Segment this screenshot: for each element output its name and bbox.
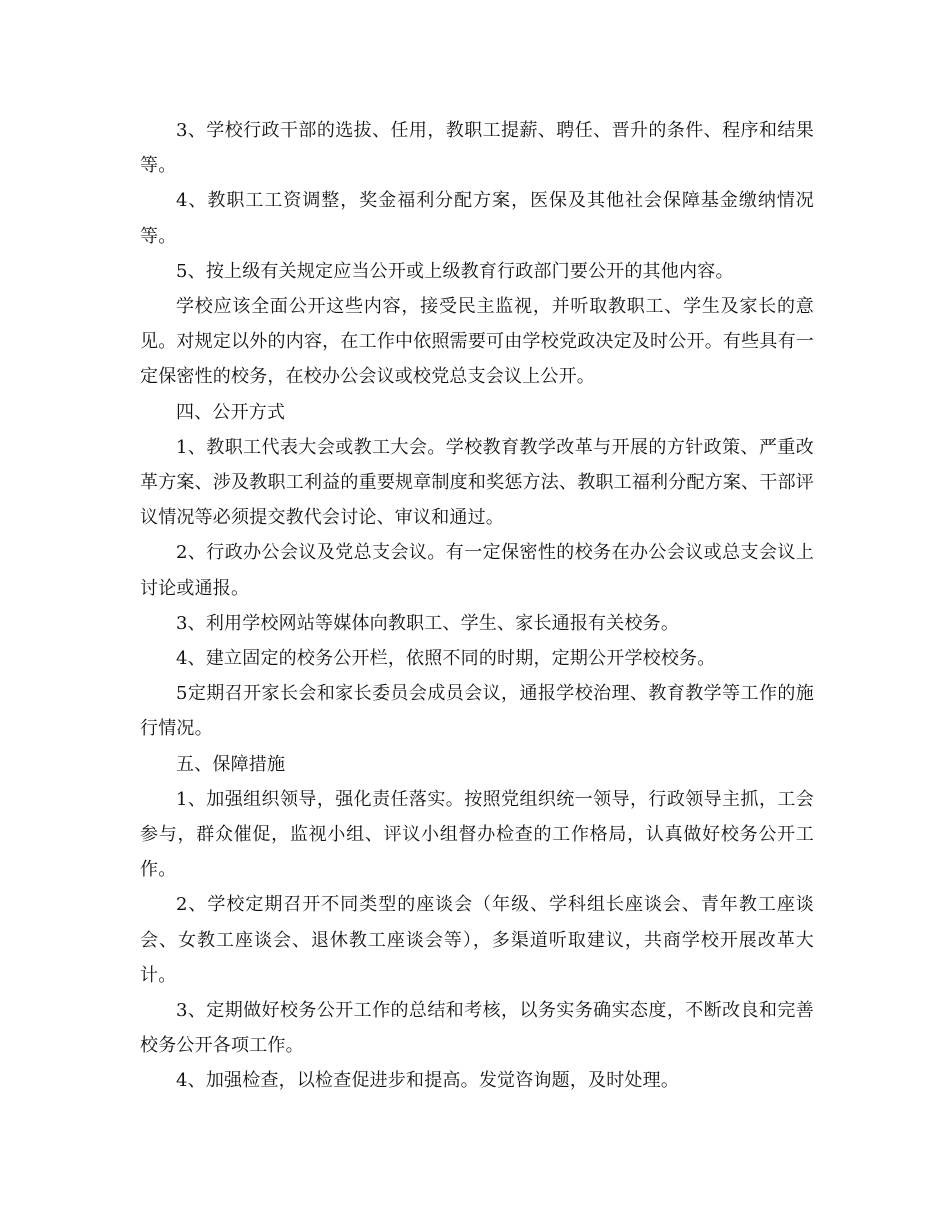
paragraph-method-5-parent-meeting: 5定期召开家长会和家长委员会成员会议，通报学校治理、教育教学等工作的施行情况。 [140, 683, 814, 740]
paragraph-safeguard-3-assessment: 3、定期做好校务公开工作的总结和考核，以务实务确实态度，不断改良和完善校务公开各项工作。 [140, 1000, 814, 1057]
paragraph-method-2-office-meeting: 2、行政办公会议及党总支会议。有一定保密性的校务在办公会议或总支会议上讨论或通报。 [140, 542, 814, 599]
document-body [140, 113, 814, 1099]
paragraph-method-1-staff-congress: 1、教职工代表大会或教工大会。学校教育教学改革与开展的方针政策、严重改革方案、涉及教职工利益的重要规章制度和奖惩方法、教职工福利分配方案、干部评议情况等必须提交教代会讨论、审议和通过。 [140, 436, 814, 529]
paragraph-item-5-other-content: 5、按上级有关规定应当公开或上级教育行政部门要公开的其他内容。 [176, 260, 734, 282]
paragraph-item-4-salary-adjustment: 4、教职工工资调整，奖金福利分配方案，医保及其他社会保障基金缴纳情况等。 [140, 190, 814, 247]
paragraph-full-disclosure: 学校应该全面公开这些内容，接受民主监视，并听取教职工、学生及家长的意见。对规定以外的内容，在工作中依照需要可由学校党政决定及时公开。有些具有一定保密性的校务，在校办公会议或校党总支会议上公开。 [140, 296, 814, 388]
section-heading-disclosure-methods: 四、公开方式 [176, 401, 286, 423]
paragraph-item-3-cadre-selection: 3、学校行政干部的选拔、任用，教职工提薪、聘任、晋升的条件、程序和结果等。 [140, 120, 814, 177]
paragraph-safeguard-4-inspection: 4、加强检查，以检查促进步和提高。发觉咨询题，及时处理。 [176, 1070, 680, 1092]
paragraph-safeguard-2-symposiums: 2、学校定期召开不同类型的座谈会（年级、学科组长座谈会、青年教工座谈会、女教工座谈会、退休教工座谈会等），多渠道听取建议，共商学校开展改革大计。 [140, 894, 814, 986]
paragraph-method-3-website: 3、利用学校网站等媒体向教职工、学生、家长通报有关校务。 [176, 612, 680, 634]
section-heading-safeguards: 五、保障措施 [176, 753, 286, 775]
paragraph-method-4-bulletin-board: 4、建立固定的校务公开栏，依照不同的时期，定期公开学校校务。 [176, 648, 716, 670]
paragraph-safeguard-1-leadership: 1、加强组织领导，强化责任落实。按照党组织统一领导，行政领导主抓，工会参与，群众催促，监视小组、评议小组督办检查的工作格局，认真做好校务公开工作。 [140, 788, 814, 881]
